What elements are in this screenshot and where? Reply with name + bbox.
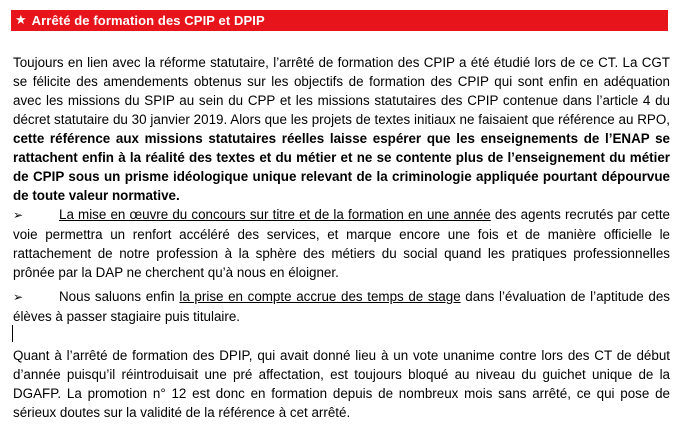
bullet-text: des agents recrutés par cette voie permettra un renfort accéléré des services, et marque encore une fois et de manière officielle le rattachement de notre profession à la sphère des métiers du social quand les pratiques professionnelles prônée par la DAP ne cherchent qu’à nous en éloigner. [13, 207, 670, 280]
paragraph-bold-text: cette référence aux missions statutaires réelles laisse espérer que les enseignements de l’ENAP se rattachent enfin à la réalité des textes et du métier et ne se contente plus de l’enseignement du métier de CPIP sous un prisme idéologique unique relevant de la criminologie appliquée pourtant dépourvue de toute valeur normative. [13, 131, 670, 203]
paragraph-cpip-formation [13, 53, 670, 205]
arrow-bullet-icon: ➢ [13, 208, 24, 222]
paragraph-text: Quant à l’arrêté de formation des DPIP, qui avait donné lieu à un vote unanime contre lors des CT de début d’année puisqu’il réintroduisait une pré affectation, est toujours bloqué au niveau du guichet unique de la DGAFP. La promotion n° 12 est donc en formation depuis de nombreux mois sans arrêté, ce qui pose de sérieux doutes sur la validité de la référence à cet arrêté. [13, 348, 670, 420]
bullet-text: dans l’évaluation de l’aptitude des élèves à passer stagiaire puis titulaire. [13, 289, 670, 324]
bullet-item [13, 205, 670, 282]
bullet-lead-text: Nous saluons enfin [59, 289, 180, 304]
section-title: Arrêté de formation des CPIP et DPIP [31, 13, 265, 28]
bullet-item [13, 287, 670, 326]
text-cursor [12, 325, 13, 342]
arrow-bullet-icon: ➢ [13, 290, 24, 304]
bullet-underlined-text: la prise en compte accrue des temps de stage [179, 289, 461, 304]
bullet-underlined-text: La mise en œuvre du concours sur titre et de la formation en une année [59, 207, 491, 222]
paragraph-dpip-formation [13, 346, 670, 422]
section-heading-bar [11, 10, 668, 31]
paragraph-text: Toujours en lien avec la réforme statutaire, l’arrêté de formation des CPIP a été étudié lors de ce CT. La CGT se félicite des amendements obtenus sur les objectifs de formation des CPIP qui sont enfin en adéquation avec les missions du SPIP au sein du CPP et les missions statutaires des CPIP contenue dans l’article 4 du décret statutaire du 30 janvier 2019. Alors que les projets de textes initiaux ne faisaient que référence au RPO, [13, 55, 670, 127]
star-icon: ★ [15, 13, 27, 28]
